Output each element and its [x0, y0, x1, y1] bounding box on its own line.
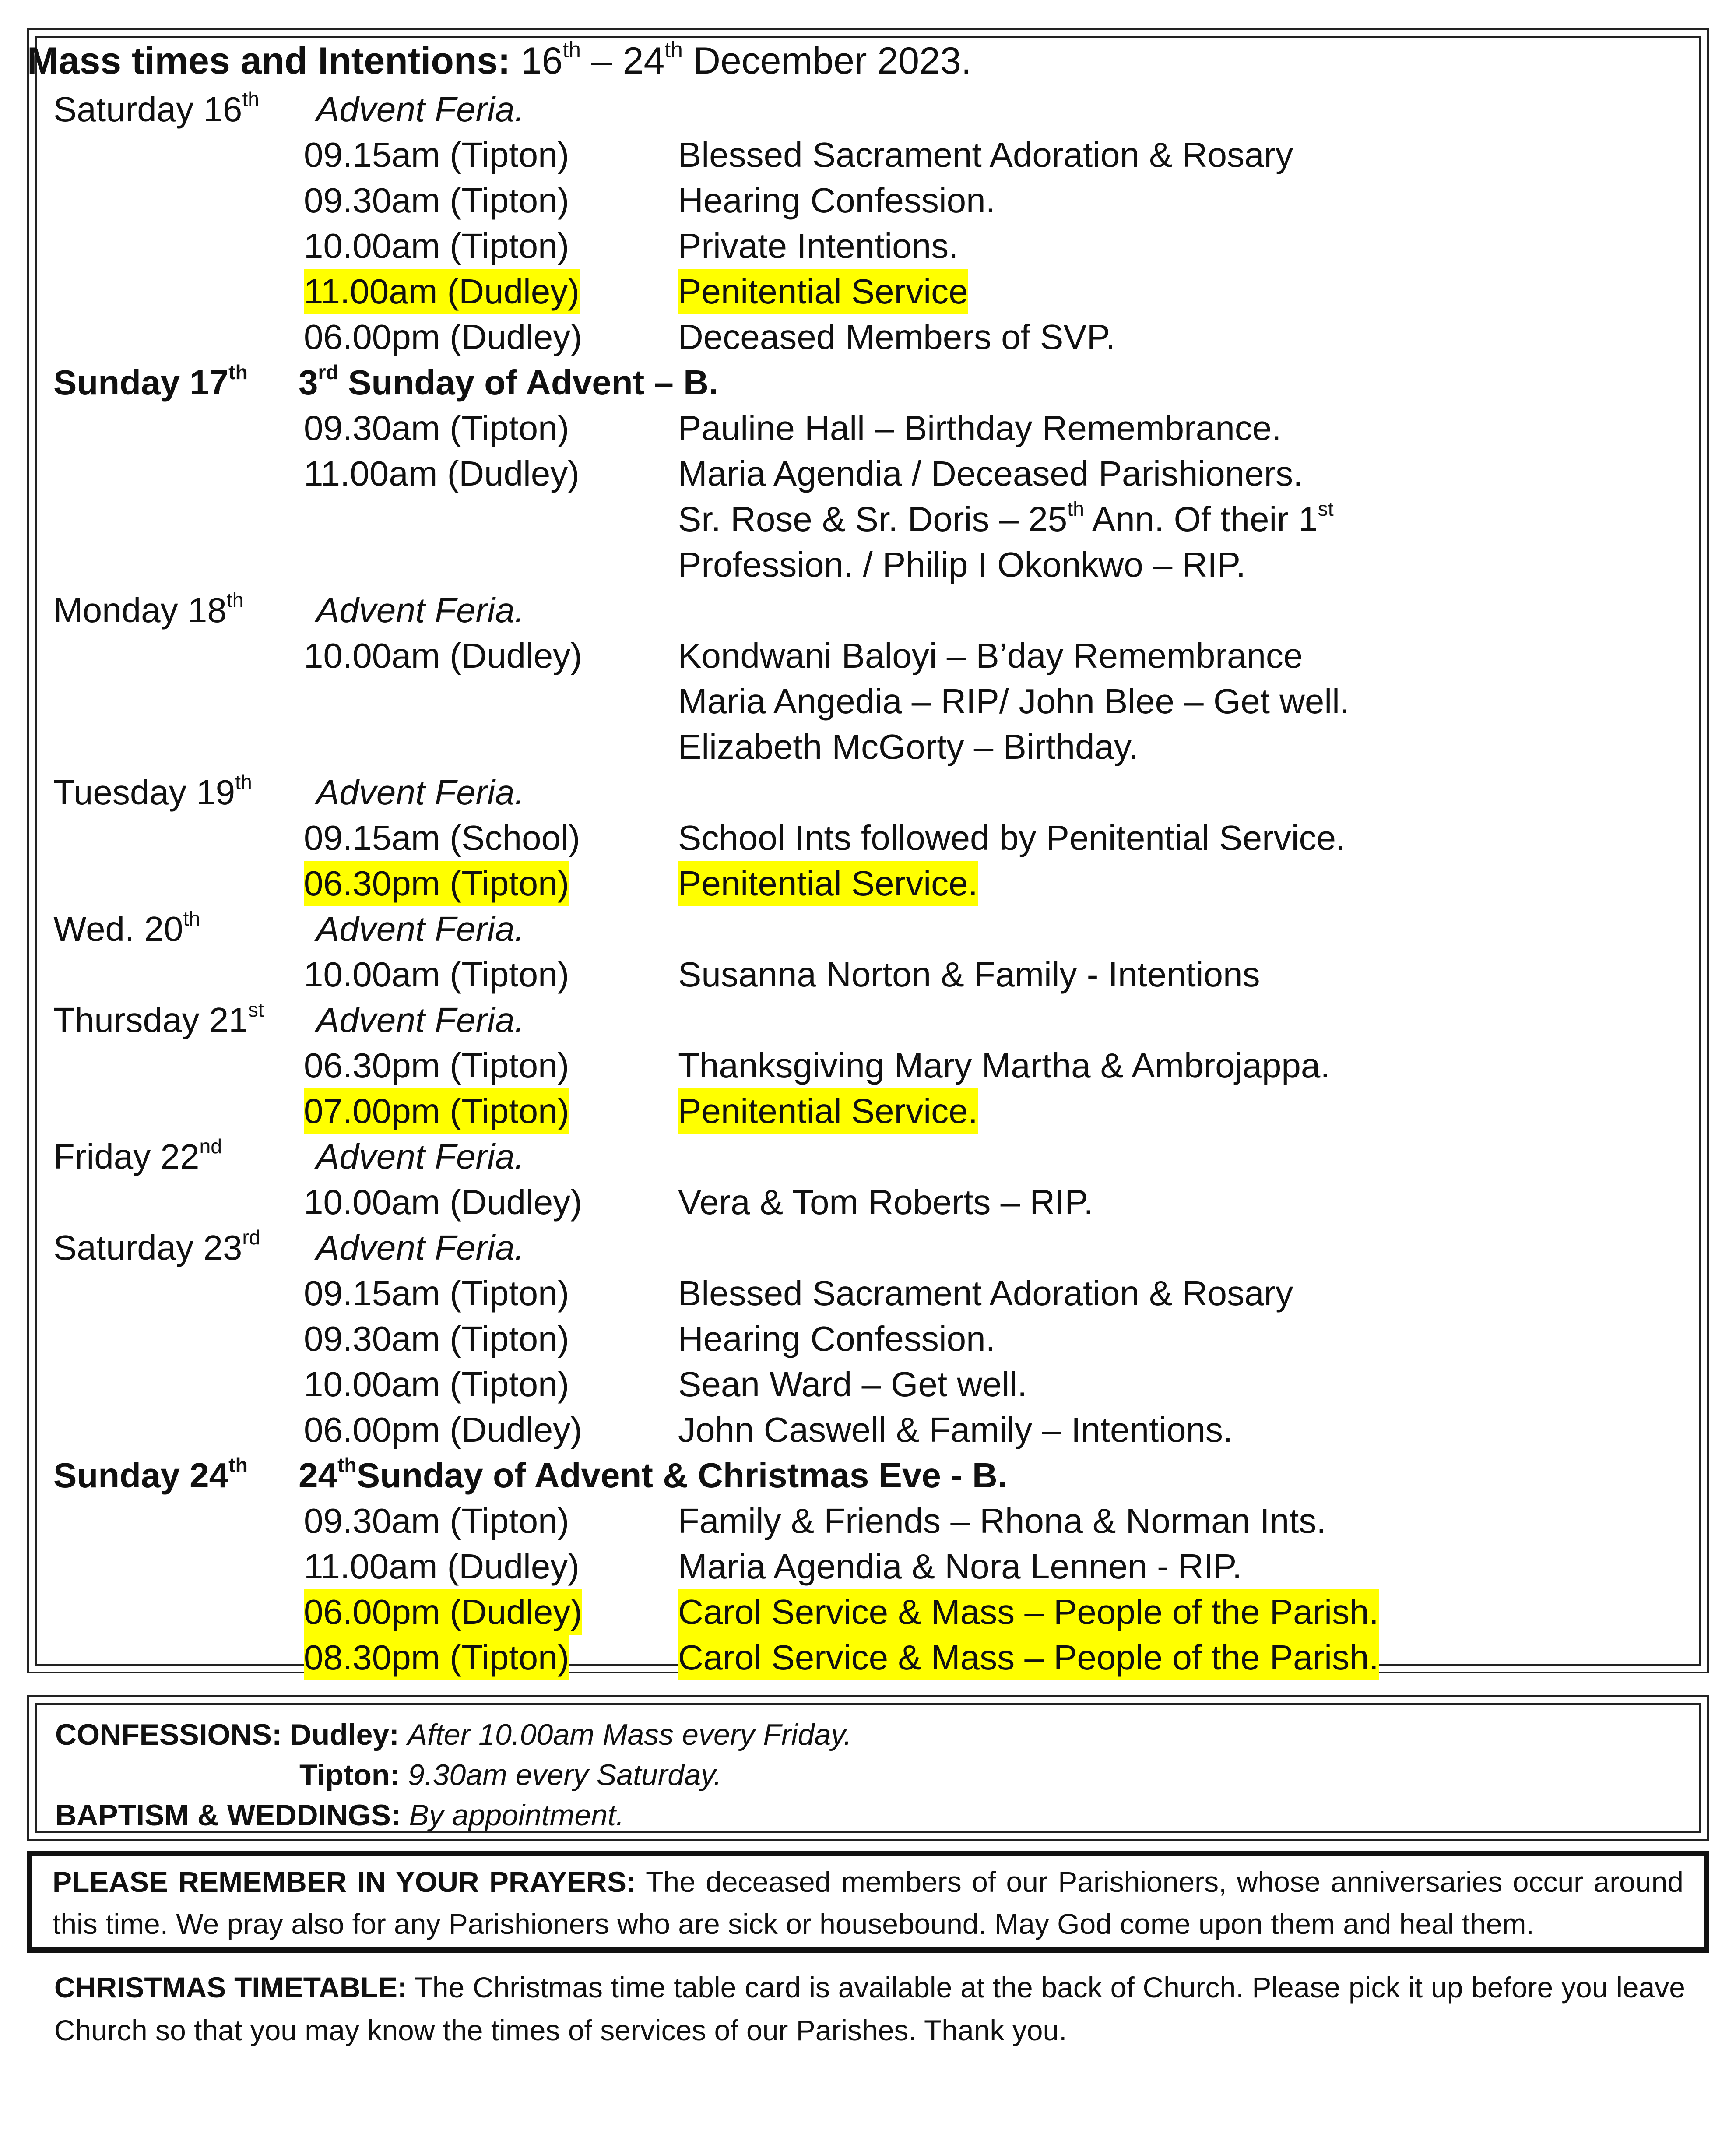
mass-intention: Penitential Service	[678, 269, 968, 314]
superscript: th	[228, 361, 248, 384]
mass-entry	[27, 1362, 1682, 1407]
mass-time: 09.30am (Tipton)	[304, 408, 569, 447]
day-label: Wed. 20th	[53, 907, 200, 948]
mass-title-date-a: 16	[520, 40, 563, 82]
mass-time: 11.00am (Dudley)	[304, 1547, 580, 1586]
mass-entry	[27, 861, 1682, 906]
mass-time: 06.00pm (Dudley)	[304, 317, 582, 356]
mass-time: 10.00am (Tipton)	[304, 226, 569, 265]
mass-intention: Hearing Confession.	[678, 181, 995, 220]
mass-time: 10.00am (Dudley)	[304, 636, 582, 675]
day-row	[27, 997, 1682, 1043]
mass-entry	[27, 679, 1682, 724]
day-label: Monday 18th	[53, 588, 244, 630]
mass-intention: Profession. / Philip I Okonkwo – RIP.	[678, 545, 1246, 584]
day-label: Friday 22nd	[53, 1135, 222, 1176]
mass-time: 09.30am (Tipton)	[304, 181, 569, 220]
superscript: rd	[318, 361, 338, 384]
day-row	[27, 906, 1682, 952]
mass-time: 06.00pm (Dudley)	[304, 1589, 582, 1635]
mass-entry	[27, 1043, 1682, 1088]
christmas-paragraph	[54, 1966, 1685, 2052]
mass-entry	[27, 314, 1682, 360]
feast-label: Advent Feria.	[316, 591, 524, 630]
mass-title-label: Mass times and Intentions:	[27, 40, 510, 82]
feast-label: 24thSunday of Advent & Christmas Eve - B.	[299, 1454, 1007, 1495]
mass-intention: John Caswell & Family – Intentions.	[678, 1410, 1233, 1449]
mass-entry	[27, 1271, 1682, 1316]
mass-intention: Kondwani Baloyi – B’day Remembrance	[678, 636, 1303, 675]
mass-entry	[27, 952, 1682, 997]
day-row	[27, 770, 1682, 815]
superscript: th	[1067, 497, 1084, 521]
mass-intention: Maria Angedia – RIP/ John Blee – Get well.	[678, 682, 1350, 721]
mass-intention: Maria Agendia / Deceased Parishioners.	[678, 454, 1303, 493]
day-row	[27, 87, 1682, 132]
day-label: Saturday 23rd	[53, 1226, 260, 1267]
day-label: Thursday 21st	[53, 998, 264, 1039]
mass-intention: Private Intentions.	[678, 226, 959, 265]
mass-intention: Vera & Tom Roberts – RIP.	[678, 1183, 1093, 1222]
superscript: th	[337, 1454, 357, 1477]
prayers-paragraph	[53, 1861, 1683, 1945]
feast-label: Advent Feria.	[316, 773, 524, 812]
baptism-label: BAPTISM & WEDDINGS:	[55, 1799, 401, 1832]
superscript: th	[242, 88, 260, 111]
baptism-line	[55, 1795, 624, 1835]
mass-entry	[27, 496, 1682, 542]
mass-time: 11.00am (Dudley)	[304, 454, 580, 493]
day-row	[27, 1453, 1682, 1498]
feast-label: 3rd Sunday of Advent – B.	[299, 361, 719, 402]
mass-entry	[27, 223, 1682, 269]
baptism-text: By appointment.	[409, 1799, 624, 1832]
day-row	[27, 1134, 1682, 1180]
superscript: rd	[242, 1226, 260, 1249]
day-label: Sunday 17th	[53, 361, 248, 402]
day-label: Saturday 16th	[53, 88, 260, 129]
mass-intention: Susanna Norton & Family - Intentions	[678, 955, 1260, 994]
feast-label: Advent Feria.	[316, 1228, 524, 1267]
mass-entry	[27, 269, 1682, 314]
day-row	[27, 360, 1682, 405]
mass-time: 07.00pm (Tipton)	[304, 1088, 569, 1134]
mass-entry	[27, 132, 1682, 178]
mass-time: 06.30pm (Tipton)	[304, 1046, 569, 1085]
feast-label: Advent Feria.	[316, 1137, 524, 1176]
mass-time: 10.00am (Tipton)	[304, 955, 569, 994]
mass-intention: Carol Service & Mass – People of the Parish.	[678, 1635, 1379, 1680]
day-row	[27, 1225, 1682, 1271]
mass-entry	[27, 405, 1682, 451]
day-row	[27, 588, 1682, 633]
dudley-label: Dudley:	[290, 1718, 399, 1751]
superscript: st	[248, 998, 264, 1021]
mass-intention: Maria Agendia & Nora Lennen - RIP.	[678, 1547, 1242, 1586]
christmas-label: CHRISTMAS TIMETABLE:	[54, 1971, 407, 2004]
mass-entry	[27, 1316, 1682, 1362]
mass-time: 08.30pm (Tipton)	[304, 1635, 569, 1680]
mass-time: 09.15am (Tipton)	[304, 135, 569, 174]
mass-entry	[27, 815, 1682, 861]
mass-title: Mass times and Intentions: 16th – 24th December 2023.	[27, 37, 972, 82]
mass-entry	[27, 724, 1682, 770]
feast-label: Advent Feria.	[316, 1000, 524, 1039]
prayers-label: PLEASE REMEMBER IN YOUR PRAYERS:	[53, 1866, 636, 1898]
mass-entry	[27, 1407, 1682, 1453]
day-label: Tuesday 19th	[53, 771, 252, 812]
day-label: Sunday 24th	[53, 1454, 248, 1495]
mass-time: 06.30pm (Tipton)	[304, 861, 569, 906]
confessions-tipton-line	[299, 1755, 722, 1795]
mass-intention: Penitential Service.	[678, 1088, 978, 1134]
confessions-label: CONFESSIONS:	[55, 1718, 282, 1751]
confessions-dudley-line	[55, 1715, 852, 1755]
mass-intention: Elizabeth McGorty – Birthday.	[678, 727, 1139, 766]
mass-intention: Penitential Service.	[678, 861, 978, 906]
mass-intention: School Ints followed by Penitential Service.	[678, 818, 1346, 857]
mass-intention: Deceased Members of SVP.	[678, 317, 1116, 356]
mass-intention: Family & Friends – Rhona & Norman Ints.	[678, 1501, 1326, 1540]
mass-intention: Blessed Sacrament Adoration & Rosary	[678, 1274, 1293, 1313]
superscript: th	[183, 907, 200, 930]
mass-intention: Sr. Rose & Sr. Doris – 25th Ann. Of their 1st	[678, 497, 1334, 539]
mass-entry	[27, 1544, 1682, 1589]
mass-entry	[27, 1589, 1682, 1635]
feast-label: Advent Feria.	[316, 90, 524, 129]
superscript: st	[1318, 497, 1334, 521]
mass-time: 09.15am (School)	[304, 818, 580, 857]
mass-intention: Sean Ward – Get well.	[678, 1365, 1027, 1404]
mass-intention: Blessed Sacrament Adoration & Rosary	[678, 135, 1293, 174]
tipton-text: 9.30am every Saturday.	[408, 1758, 722, 1792]
mass-entry	[27, 1180, 1682, 1225]
mass-time: 10.00am (Dudley)	[304, 1183, 582, 1222]
mass-intention: Thanksgiving Mary Martha & Ambrojappa.	[678, 1046, 1330, 1085]
superscript: th	[228, 1454, 248, 1477]
confessions-box	[27, 1695, 1709, 1841]
mass-intention: Carol Service & Mass – People of the Parish.	[678, 1589, 1379, 1635]
dudley-text: After 10.00am Mass every Friday.	[407, 1718, 852, 1751]
mass-entry	[27, 542, 1682, 588]
mass-time: 09.30am (Tipton)	[304, 1319, 569, 1358]
mass-entry	[27, 1088, 1682, 1134]
mass-time: 11.00am (Dudley)	[304, 269, 580, 314]
mass-entry	[27, 1635, 1682, 1680]
tipton-label: Tipton:	[299, 1758, 400, 1792]
feast-label: Advent Feria.	[316, 909, 524, 948]
superscript: nd	[199, 1135, 222, 1158]
christmas-text: The Christmas time table card is available at the back of Church. Please pick it up before you leave Church so that you may know the times of services of our Parishes. Thank you.	[54, 1971, 1685, 2046]
mass-time: 06.00pm (Dudley)	[304, 1410, 582, 1449]
mass-entry	[27, 451, 1682, 496]
mass-time: 09.15am (Tipton)	[304, 1274, 569, 1313]
superscript: th	[226, 588, 244, 612]
prayers-text: The deceased members of our Parishioners, whose anniversaries occur around this time. We pray also for any Parishioners who are sick or housebound. May God come upon them and heal them.	[53, 1866, 1683, 1940]
mass-time: 10.00am (Tipton)	[304, 1365, 569, 1404]
mass-time: 09.30am (Tipton)	[304, 1501, 569, 1540]
mass-intention: Hearing Confession.	[678, 1319, 995, 1358]
mass-entry	[27, 178, 1682, 223]
mass-intention: Pauline Hall – Birthday Remembrance.	[678, 408, 1282, 447]
mass-entry	[27, 1498, 1682, 1544]
mass-entry	[27, 633, 1682, 679]
superscript: th	[235, 771, 252, 794]
